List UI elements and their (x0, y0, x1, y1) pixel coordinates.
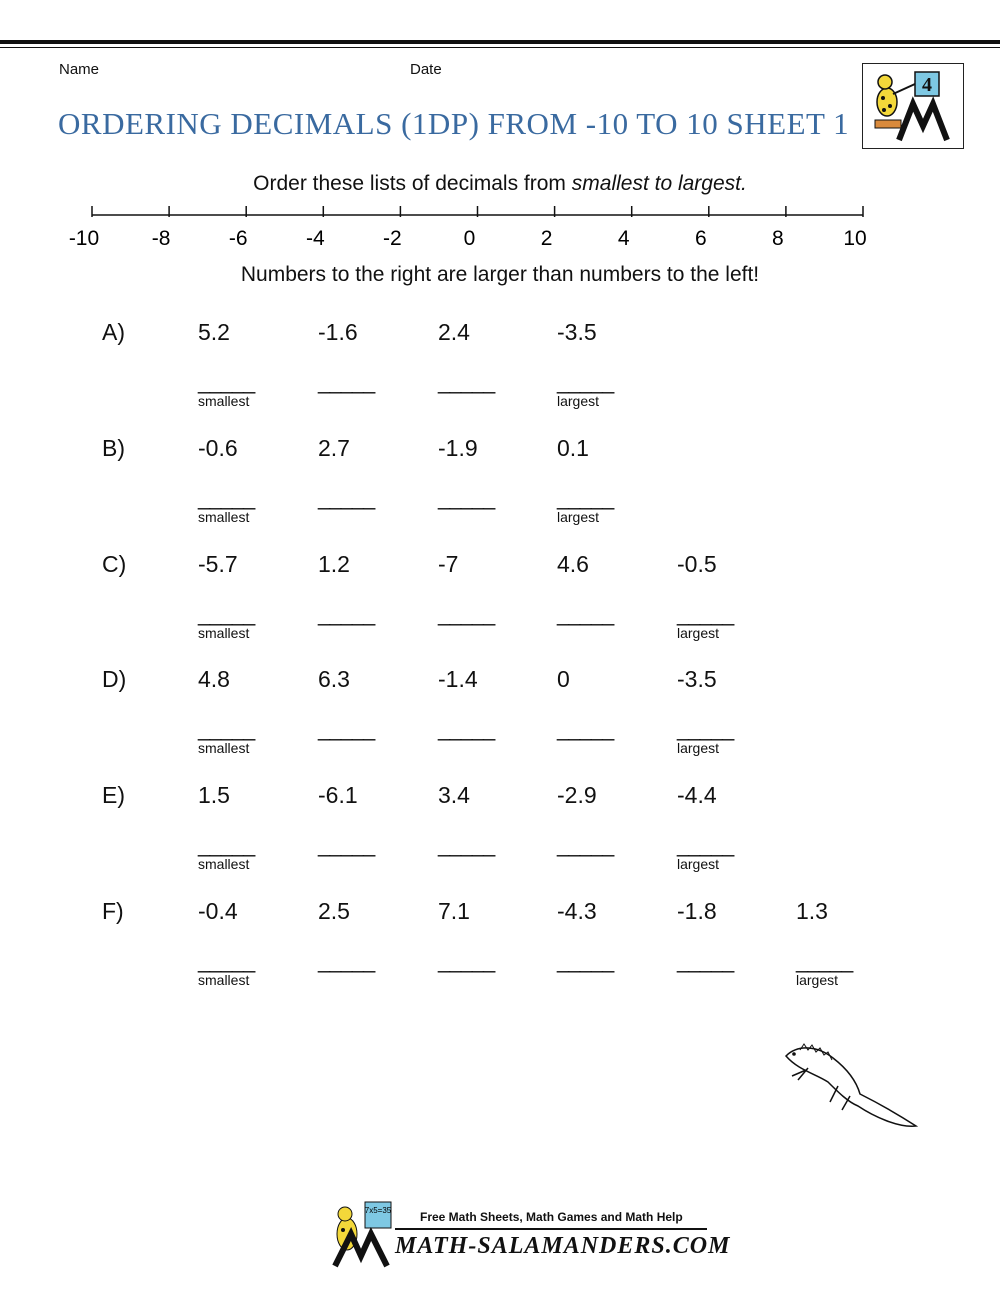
salamander-teacher-icon (863, 64, 963, 148)
decimal-value: -1.8 (677, 898, 717, 924)
smallest-hint: smallest (198, 972, 250, 988)
number-line-tick-label: -8 (151, 227, 171, 250)
instruction-prefix: Order these lists of decimals from (253, 172, 572, 195)
number-line-tick-label: 6 (694, 227, 707, 250)
answer-blank[interactable]: _____ (557, 948, 614, 973)
number-line-tick-label: -10 (68, 227, 100, 250)
question-label: B) (102, 434, 125, 461)
top-rule (0, 40, 1000, 44)
decimal-value: -4.3 (557, 898, 597, 924)
answer-blank[interactable]: _____ (198, 600, 255, 626)
answer-blank[interactable]: _____ (198, 832, 255, 858)
answer-blank[interactable]: _____ (318, 948, 375, 973)
decimal-value: 4.6 (557, 550, 589, 577)
decimal-value: 0 (557, 666, 570, 693)
answer-blank[interactable]: _____ (198, 948, 255, 973)
decimal-value: -5.7 (198, 550, 238, 577)
number-line-tick-label: -6 (228, 227, 248, 250)
largest-hint: largest (557, 508, 600, 525)
smallest-hint: smallest (198, 856, 250, 873)
answer-blank[interactable]: _____ (557, 600, 614, 626)
name-label: Name (59, 61, 100, 78)
answer-blank[interactable]: _____ (318, 484, 375, 510)
decimal-value: -6.1 (318, 782, 358, 809)
decimal-value: -1.9 (438, 434, 478, 461)
answer-blank[interactable]: _____ (557, 716, 614, 742)
instruction-emphasis: smallest to largest. (571, 172, 747, 195)
answer-blank[interactable]: _____ (198, 369, 255, 394)
decimal-value: -0.4 (198, 898, 238, 924)
decimal-value: 1.2 (318, 550, 350, 577)
smallest-hint: smallest (198, 740, 250, 757)
page-title: ORDERING DECIMALS (1DP) FROM -10 TO 10 SHEET 1 (58, 106, 850, 141)
answer-blank[interactable]: _____ (677, 600, 734, 626)
footer-brand: MATH-SALAMANDERS.COM (395, 1233, 731, 1259)
question-row (0, 551, 1000, 661)
date-label: Date (410, 61, 442, 78)
question-row (0, 435, 1000, 545)
footer-divider (395, 1228, 707, 1230)
number-line-tick-label: 10 (843, 227, 867, 250)
answer-blank[interactable]: _____ (438, 948, 495, 973)
question-label: F) (102, 898, 124, 924)
answer-blank[interactable]: _____ (318, 600, 375, 626)
question-label: E) (102, 782, 125, 809)
instruction-text (0, 172, 1000, 196)
decimal-value: -1.6 (318, 319, 358, 345)
decimal-value: -3.5 (677, 666, 717, 693)
decimal-value: 2.7 (318, 434, 350, 461)
largest-hint: largest (677, 856, 720, 873)
question-row (0, 319, 1000, 429)
answer-blank[interactable]: _____ (557, 484, 614, 510)
footer-tagline: Free Math Sheets, Math Games and Math Help (420, 1210, 683, 1224)
number-line (0, 200, 1000, 260)
largest-hint: largest (557, 393, 600, 409)
answer-blank[interactable]: _____ (438, 484, 495, 510)
largest-hint: largest (677, 624, 720, 641)
decimal-value: 1.3 (796, 898, 828, 924)
largest-hint: largest (796, 972, 839, 988)
decimal-value: 0.1 (557, 434, 589, 461)
salamander-logo-icon (325, 1200, 400, 1270)
answer-blank[interactable]: _____ (438, 832, 495, 858)
smallest-hint: smallest (198, 624, 250, 641)
decimal-value: 2.5 (318, 898, 350, 924)
decimal-value: 7.1 (438, 898, 470, 924)
answer-blank[interactable]: _____ (557, 832, 614, 858)
decimal-value: -2.9 (557, 782, 597, 809)
answer-blank[interactable]: _____ (318, 716, 375, 742)
decimal-value: 1.5 (198, 782, 230, 809)
answer-blank[interactable]: _____ (677, 948, 734, 973)
salamander-illustration-icon (778, 1036, 923, 1136)
answer-blank[interactable]: _____ (318, 369, 375, 394)
decimal-value: -0.6 (198, 434, 238, 461)
decimal-value: 2.4 (438, 319, 470, 345)
decimal-value: -4.4 (677, 782, 717, 809)
logo-equation: 7x5=35 (364, 1206, 392, 1215)
decimal-value: 5.2 (198, 319, 230, 345)
number-line-tick-label: 0 (463, 227, 476, 250)
grade-logo (862, 63, 964, 149)
decimal-value: -3.5 (557, 319, 597, 345)
decimal-value: 3.4 (438, 782, 470, 809)
question-row (0, 782, 1000, 892)
number-line-tick-label: -4 (305, 227, 325, 250)
answer-blank[interactable]: _____ (198, 484, 255, 510)
question-label: C) (102, 550, 127, 577)
answer-blank[interactable]: _____ (677, 832, 734, 858)
smallest-hint: smallest (198, 393, 250, 409)
answer-blank[interactable]: _____ (796, 948, 853, 973)
answer-blank[interactable]: _____ (438, 369, 495, 394)
decimal-value: -1.4 (438, 666, 478, 693)
largest-hint: largest (677, 740, 720, 757)
number-line-tick-label: 8 (772, 227, 784, 250)
answer-blank[interactable]: _____ (557, 369, 614, 394)
decimal-value: -0.5 (677, 550, 717, 577)
answer-blank[interactable]: _____ (318, 832, 375, 858)
number-line-tick-label: 4 (617, 227, 630, 250)
question-label: D) (102, 666, 127, 693)
grade-number: 4 (922, 74, 932, 96)
answer-blank[interactable]: _____ (438, 600, 495, 626)
decimal-value: 4.8 (198, 666, 230, 693)
number-line-tick-label: -2 (383, 227, 402, 250)
answer-blank[interactable]: _____ (677, 716, 734, 742)
question-row (0, 898, 1000, 1008)
top-rule-thin (0, 47, 1000, 48)
question-label: A) (102, 319, 125, 345)
answer-blank[interactable]: _____ (198, 716, 255, 742)
question-row (0, 666, 1000, 776)
number-line-note: Numbers to the right are larger than numbers to the left! (240, 263, 760, 286)
footer-logo (325, 1200, 731, 1270)
decimal-value: -7 (438, 550, 459, 577)
answer-blank[interactable]: _____ (438, 716, 495, 742)
smallest-hint: smallest (198, 508, 250, 525)
number-line-tick-label: 2 (540, 227, 553, 250)
decimal-value: 6.3 (318, 666, 350, 693)
